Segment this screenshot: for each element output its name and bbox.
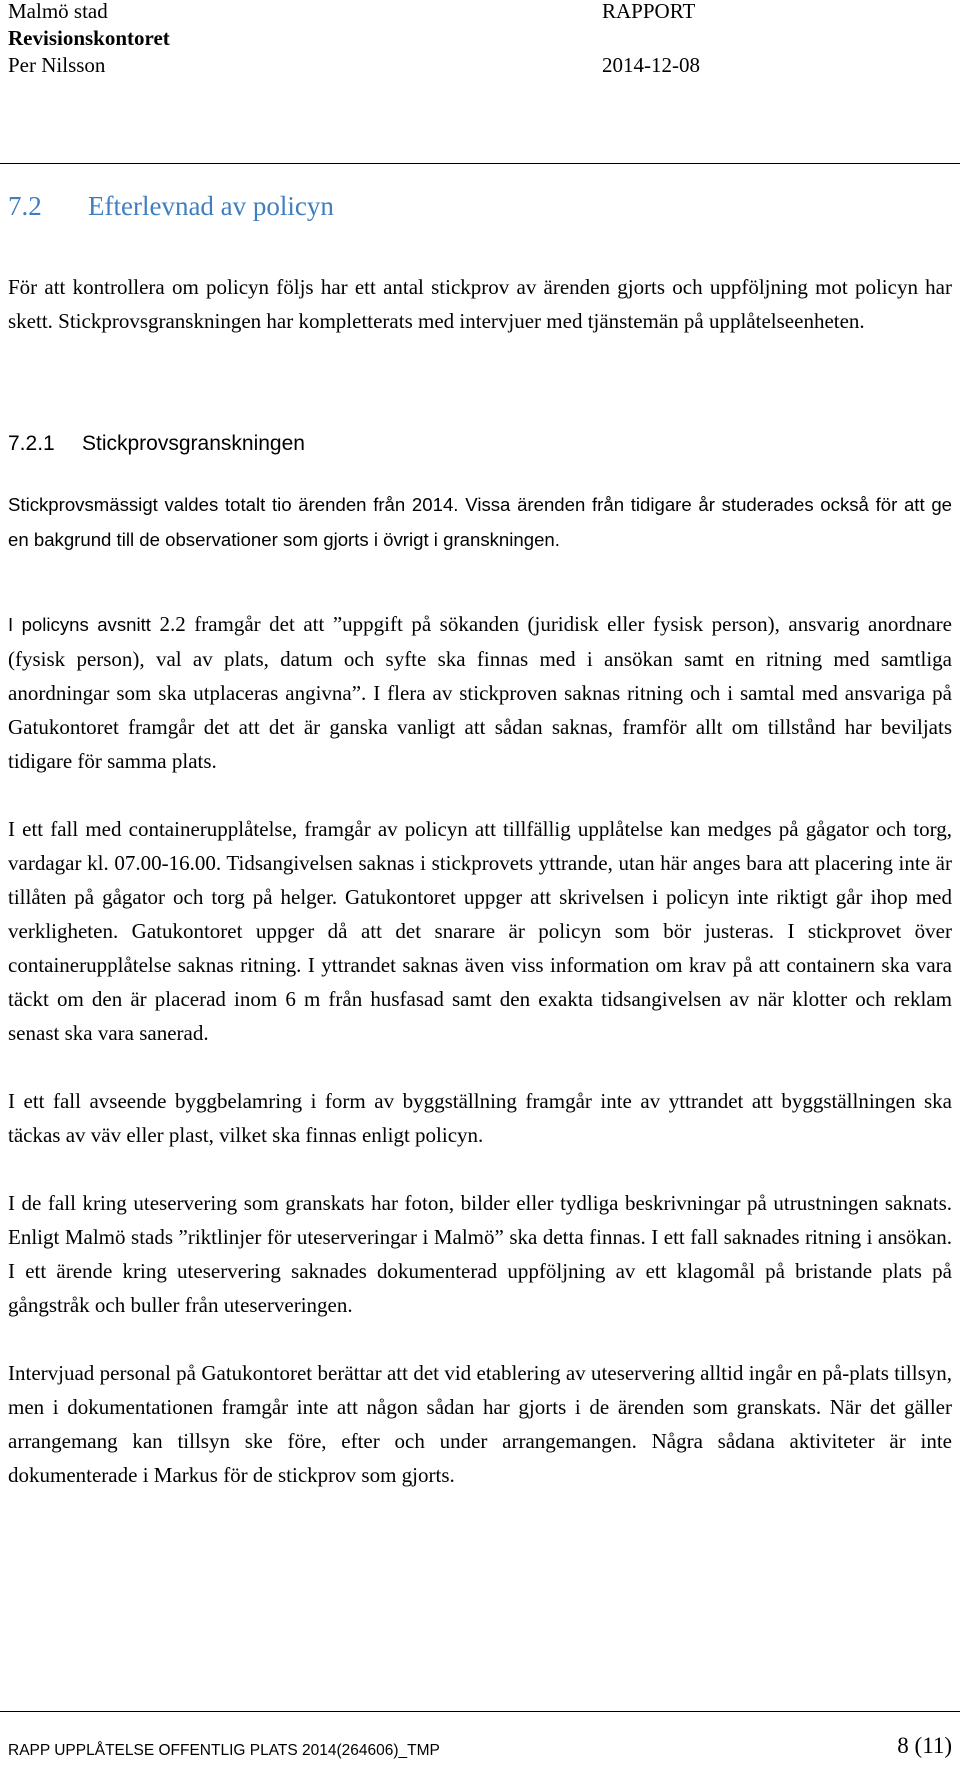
header-dept: Revisionskontoret (8, 26, 170, 50)
sample-rest: Vissa ärenden från tidigare år studerades också för att ge en bakgrund till de observationer som gjorts i övrigt i granskningen. (8, 494, 953, 550)
outdoor-paragraph: I de fall kring uteservering som granskats har foton, bilder eller tydliga beskrivningar på utrustningen saknats. Enligt Malmö stads ”riktlinjer för uteserveringar i Malmö” ska detta finnas. I ett fall saknades ritning i ansökan. I ett ärende kring uteservering saknades dokumenterad uppföljning av ett klagomål på bristande plats på gångstråk och buller från uteserveringen. (8, 1191, 952, 1317)
policy-paragraph (8, 607, 952, 778)
section-intro (8, 270, 952, 338)
header-right (602, 0, 700, 79)
policy-prefix: I policyns avsnitt (8, 614, 151, 635)
section-title: Efterlevnad av policyn (88, 191, 334, 221)
footer-doc-id: RAPP UPPLÅTELSE OFFENTLIG PLATS 2014(264606)_TMP (8, 1742, 440, 1759)
header-left (8, 0, 170, 79)
page-number: 8 (11) (897, 1733, 952, 1758)
policy-rest: 2.2 framgår det att ”uppgift på sökanden (juridisk eller fysisk person), ansvarig anordnare (fysisk person), val av plats, datum och syfte ska finnas med i ansökan samt en ritning med samtliga anordningar som ska utplaceras angivna”. I flera av stickproven saknas ritning och i samtal med ansvariga på Gatukontoret framgår det att det är ganska vanligt att sådan saknas, framför allt om tillstånd har beviljats tidigare för samma plats. (8, 612, 952, 773)
container-paragraph: I ett fall med containerupplåtelse, framgår av policyn att tillfällig upplåtelse kan medges på gågator och torg, vardagar kl. 07.00-16.00. Tidsangivelsen saknas i stickprovets yttrande, utan här anges bara att placering inte är tillåten på gågator och torg på helger. Gatukontoret uppger att skrivelsen i policyn inte riktigt går ihop med verkligheten. Gatukontoret uppger då att det snarare är policyn som bör justeras. I stickprovet över containerupplåtelse saknas ritning. I yttrandet saknas även viss information om krav på att containern ska vara täckt om den är placerad inom 6 m från husfasad samt den exakta tidsangivelsen av när klotter och reklam senast ska vara sanerad. (8, 817, 952, 1045)
header-org: Malmö stad (8, 0, 108, 23)
footer-divider (0, 1711, 960, 1712)
section-heading (8, 189, 334, 223)
subsection-title: Stickprovsgranskningen (82, 432, 305, 455)
sample-sentence: Stickprovsmässigt valdes totalt tio ärenden från 2014. (8, 494, 459, 515)
header-divider (0, 163, 960, 164)
subsection-number: 7.2.1 (8, 432, 55, 455)
section-number: 7.2 (8, 191, 42, 221)
header-doc-type: RAPPORT (602, 0, 696, 23)
header-date: 2014-12-08 (602, 53, 700, 77)
scaffold-paragraph: I ett fall avseende byggbelamring i form av byggställning framgår inte av yttrandet att byggställningen ska täckas av väv eller plast, vilket ska finnas enligt policyn. (8, 1089, 952, 1147)
interview-paragraph: Intervjuad personal på Gatukontoret berättar att det vid etablering av uteservering alltid ingår en på-plats tillsyn, men i dokumentationen framgår inte att någon sådan har gjorts i de ärenden som granskats. När det gäller arrangemang kan tillsyn ske före, efter och under arrangemangen. Några sådana aktiviteter är inte dokumenterade i Markus för de stickprov som gjorts. (8, 1361, 952, 1487)
sample-paragraph (8, 487, 952, 557)
subsection-heading (8, 430, 305, 458)
header-author: Per Nilsson (8, 53, 106, 77)
body-text (8, 607, 952, 1526)
intro-paragraph: För att kontrollera om policyn följs har ett antal stickprov av ärenden gjorts och uppföljning mot policyn har skett. Stickprovsgranskningen har kompletterats med intervjuer med tjänstemän på upplåtelseenheten. (8, 275, 952, 333)
